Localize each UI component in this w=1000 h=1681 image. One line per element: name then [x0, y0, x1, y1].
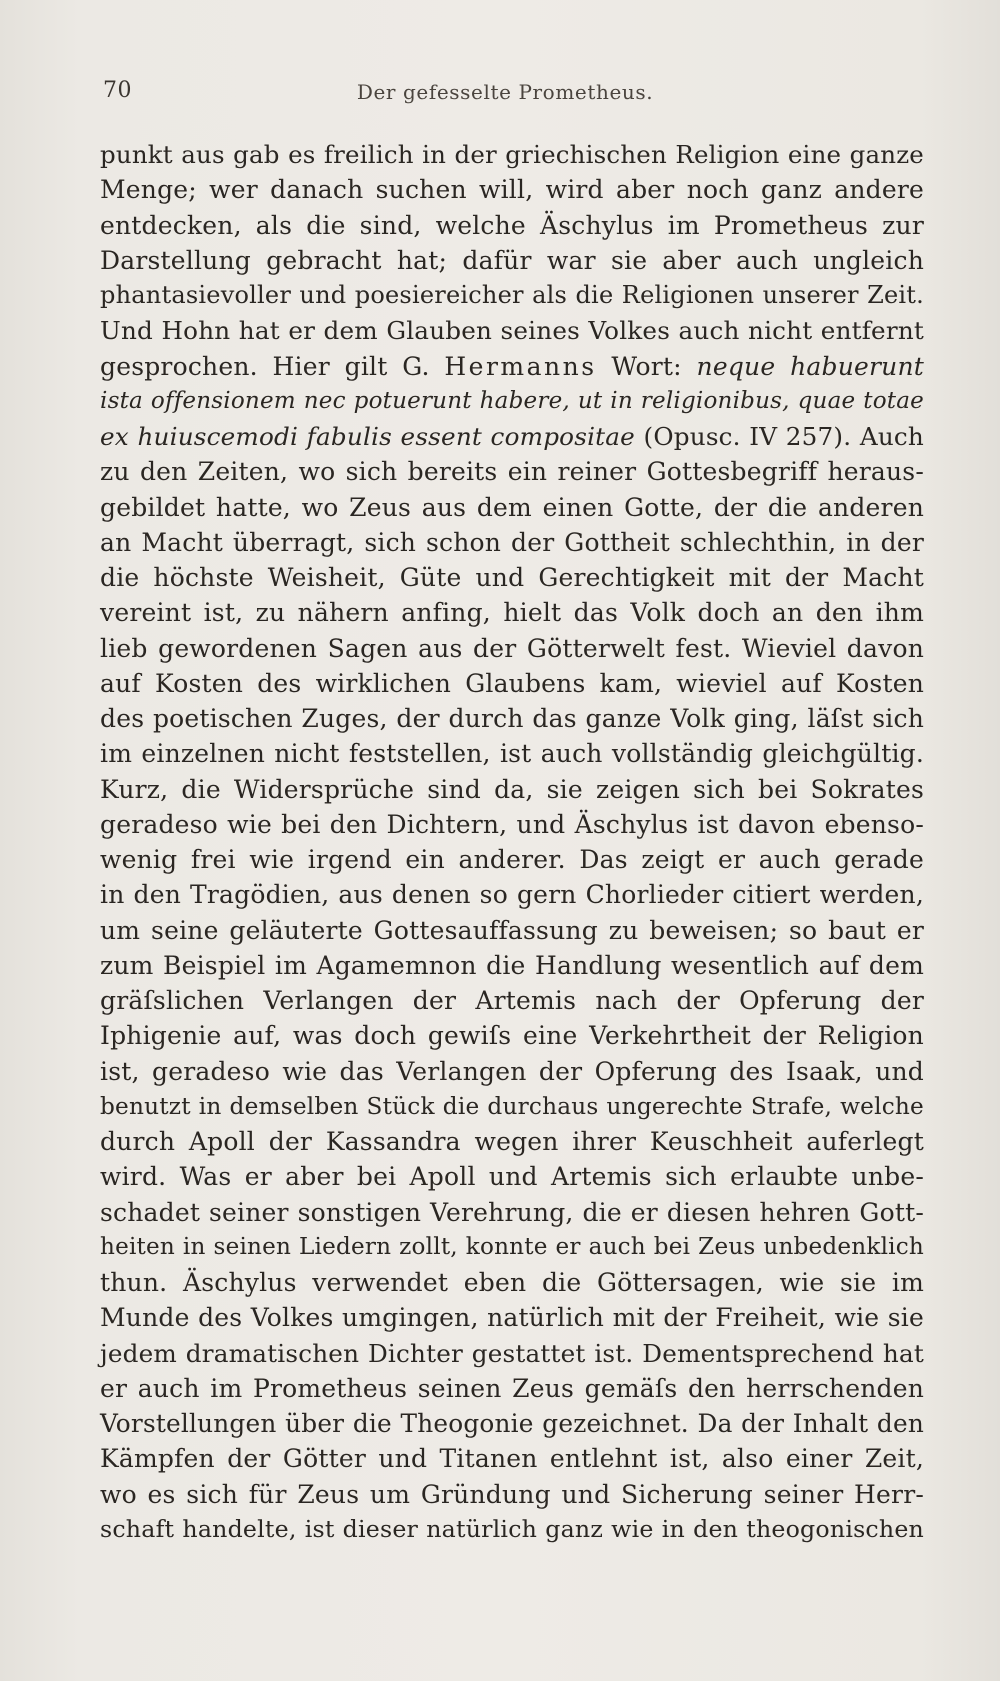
text-line: die höchste Weisheit, Güte und Gerechtigkeit mit der Macht [100, 563, 924, 592]
page-header [103, 78, 907, 118]
text-line: gebildet hatte, wo Zeus aus dem einen Gotte, der die anderen [100, 492, 924, 522]
text-line: heiten in seinen Liedern zollt, konnte er auch bei Zeus unbedenklich [100, 1233, 924, 1260]
text-line: in den Tragödien, aus denen so gern Chorlieder citiert werden, [100, 880, 924, 910]
text-line: er auch im Prometheus seinen Zeus gemäſs den herrschenden [100, 1373, 924, 1403]
text-line: wird. Was er aber bei Apoll und Artemis sich erlaubte unbe- [100, 1162, 924, 1192]
text-line: wo es sich für Zeus um Gründung und Sicherung seiner Herr- [100, 1479, 924, 1509]
text-line: um seine geläuterte Gottesauffassung zu beweisen; so baut er [100, 915, 924, 945]
text-line: Kurz, die Widersprüche sind da, sie zeigen sich bei Sokrates [100, 774, 924, 804]
text-line: des poetischen Zuges, der durch das ganze Volk ging, läſst sich [100, 704, 924, 733]
text-segment: gesprochen. Hier gilt G. [100, 351, 445, 381]
text-line: Und Hohn hat er dem Glauben seines Volkes auch nicht entfernt [100, 316, 924, 346]
text-line: Menge; wer danach suchen will, wird aber noch ganz andere [100, 175, 924, 205]
latin-quote: ex huiuscemodi fabulis essent compositae [100, 422, 635, 451]
text-line: Darstellung gebracht hat; dafür war sie aber auch ungleich [100, 245, 924, 275]
text-line: Iphigenie auf, was doch gewiſs eine Verkehrtheit der Religion [100, 1021, 924, 1051]
text-line: thun. Äschylus verwendet eben die Göttersagen, wie sie im [100, 1268, 924, 1297]
text-line [100, 419, 924, 454]
text-line: schadet seiner sonstigen Verehrung, die er diesen hehren Gott- [100, 1197, 924, 1227]
text-line: auf Kosten des wirklichen Glaubens kam, wieviel auf Kosten [100, 668, 924, 698]
text-line: lieb gewordenen Sagen aus der Götterwelt fest. Wieviel davon [100, 633, 924, 663]
page-number: 70 [103, 78, 132, 103]
text-line [100, 349, 924, 384]
text-line [100, 384, 924, 419]
spaced-name: Hermanns [444, 351, 597, 381]
text-line: punkt aus gab es freilich in der griechischen Religion eine ganze [100, 140, 924, 169]
text-line: vereint ist, zu nähern anfing, hielt das Volk doch an den ihm [100, 598, 924, 628]
text-line: geradeso wie bei den Dichtern, und Äschylus ist davon ebenso- [100, 809, 924, 839]
text-line: im einzelnen nicht feststellen, ist auch vollständig gleichgültig. [100, 739, 924, 769]
text-line: zu den Zeiten, wo sich bereits ein reiner Gottesbegriff heraus- [100, 457, 924, 487]
text-segment: Wort: [596, 351, 697, 381]
text-line: phantasievoller und poesiereicher als die Religionen unserer Zeit. [100, 281, 924, 309]
text-line: Munde des Volkes umgingen, natürlich mit der Freiheit, wie sie [100, 1303, 924, 1333]
text-line: an Macht überragt, sich schon der Gottheit schlechthin, in der [100, 527, 924, 557]
text-line: entdecken, als die sind, welche Äschylus im Prometheus zur [100, 210, 924, 240]
running-title: Der gefesselte Prometheus. [356, 80, 654, 104]
text-line: Vorstellungen über die Theogonie gezeichnet. Da der Inhalt den [100, 1409, 924, 1438]
latin-quote: ista offensionem nec potuerunt habere, ut in religionibus, quae totae [100, 387, 924, 414]
text-line: Kämpfen der Götter und Titanen entlehnt ist, also einer Zeit, [100, 1444, 924, 1474]
text-line: zum Beispiel im Agamemnon die Handlung wesentlich auf dem [100, 950, 924, 980]
text-line: benutzt in demselben Stück die durchaus ungerechte Strafe, welche [100, 1092, 924, 1120]
text-segment: (Opusc. IV 257). Auch [634, 422, 924, 451]
text-line: durch Apoll der Kassandra wegen ihrer Keuschheit auferlegt [100, 1127, 924, 1156]
text-line: ist, geradeso wie das Verlangen der Opferung des Isaak, und [100, 1056, 924, 1086]
text-line: schaft handelte, ist dieser natürlich ganz wie in den theogonischen [100, 1514, 924, 1543]
text-line: gräſslichen Verlangen der Artemis nach der Opferung der [100, 986, 924, 1015]
text-line: jedem dramatischen Dichter gestattet ist. Dementsprechend hat [100, 1338, 924, 1368]
latin-quote: neque habuerunt [696, 351, 924, 381]
text-line: wenig frei wie irgend ein anderer. Das zeigt er auch gerade [100, 845, 924, 874]
body-text [100, 137, 924, 1547]
